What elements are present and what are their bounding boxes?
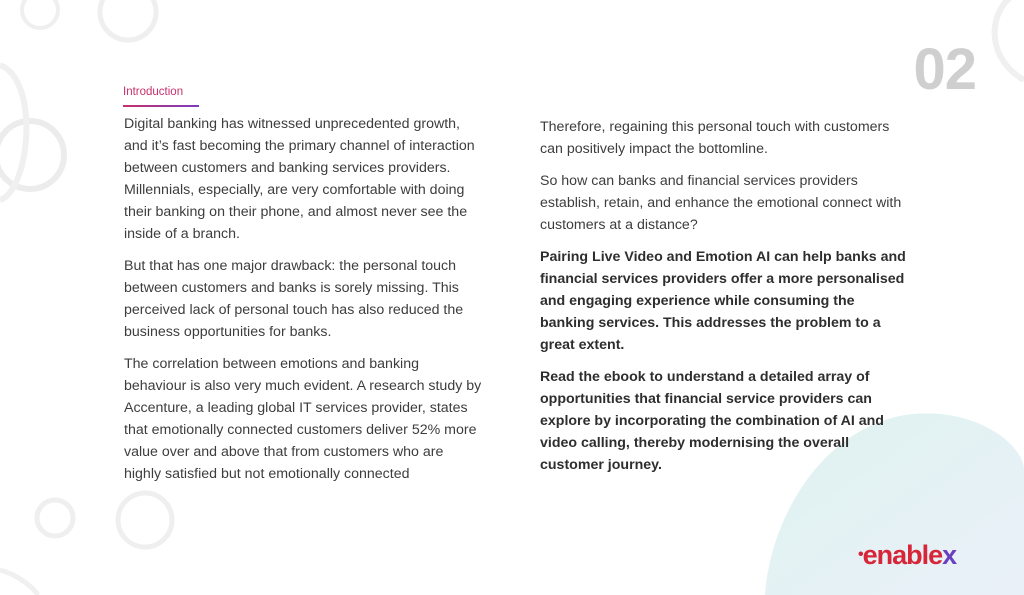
right-column	[540, 116, 910, 486]
paragraph: Digital banking has witnessed unprecedented growth, and it’s fast becoming the primary channel of interaction between customers and banking services providers. Millennials, especially, are very comfortable with doing their banking on their phone, and almost never see the inside of a branch.	[124, 116, 475, 242]
paragraph: Therefore, regaining this personal touch with customers can positively impact the bottomline.	[540, 119, 890, 157]
page-number: 02	[913, 37, 976, 102]
section-label: Introduction	[123, 86, 184, 98]
logo-text: enable	[862, 540, 943, 570]
paragraph: But that has one major drawback: the personal touch between customers and banks is sorely missing. This perceived lack of personal touch has also reduced the business opportunities for banks.	[124, 258, 464, 340]
paragraph: So how can banks and financial services providers establish, retain, and enhance the emotional connect with customers at a distance?	[540, 173, 902, 233]
logo-dot-icon: •	[858, 546, 863, 563]
left-column	[124, 113, 484, 495]
logo-x: x	[942, 540, 957, 570]
highlight-paragraph: Pairing Live Video and Emotion AI can help banks and financial services providers offer a more personalised and engaging experience while consuming the banking services. This addresses the problem to a great extent.	[540, 249, 906, 353]
paragraph: The correlation between emotions and banking behaviour is also very much evident. A research study by Accenture, a leading global IT services provider, states that emotionally connected customers deliver 52% more value over and above that from customers who are highly satisfied but not emotionally connected	[124, 356, 482, 482]
call-to-action-paragraph: Read the ebook to understand a detailed array of opportunities that financial service providers can explore by incorporating the combination of AI and video calling, thereby modernising the overall customer journey.	[540, 369, 884, 473]
enablex-logo	[858, 540, 956, 571]
section-underline	[123, 105, 199, 107]
